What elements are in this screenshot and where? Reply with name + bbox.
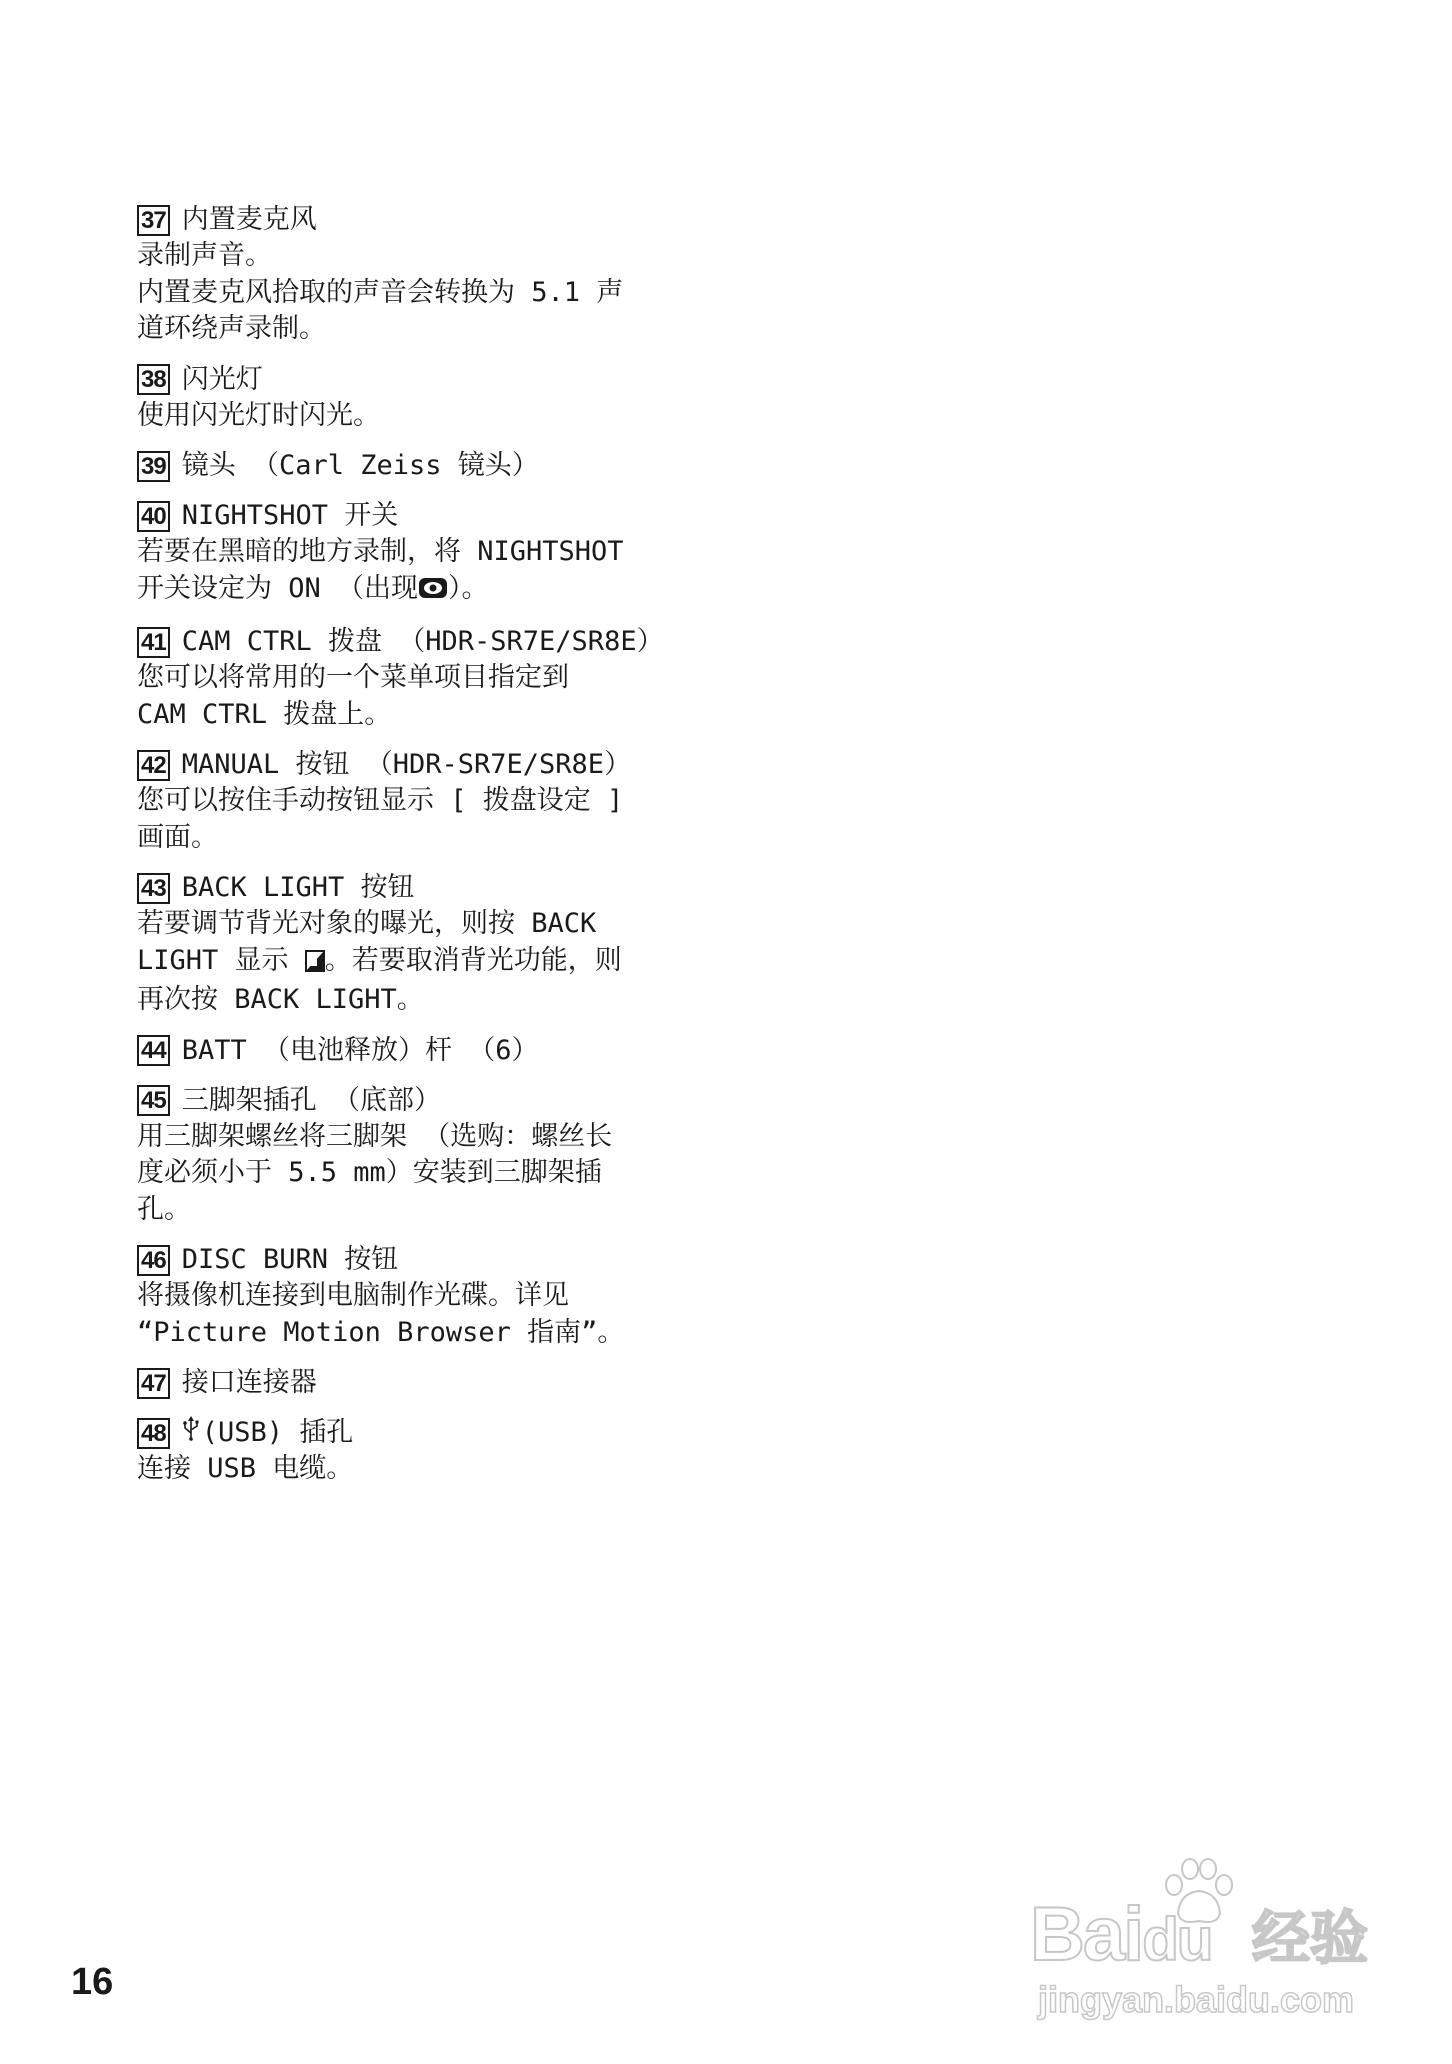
entry-description: 录制声音。 [137, 240, 272, 271]
entry-description: CAM CTRL 拨盘上。 [137, 698, 392, 730]
item-number-badge: 43 [137, 873, 170, 904]
entry-description: 您可以按住手动按钮显示 [ 拨盘设定 ] [137, 785, 624, 816]
entry-title [137, 1365, 697, 1401]
entry-description: 度必须小于 5.5 mm）安装到三脚架插 [137, 1157, 602, 1188]
item-number-badge: 42 [137, 750, 170, 781]
entry-text: 开关设定为 ON （出现 [137, 572, 419, 604]
page-number: 16 [71, 1961, 114, 2003]
entry-text: 。若要取消背光功能，则 [324, 944, 622, 976]
parts-list [137, 202, 697, 1502]
entry-title [137, 624, 697, 660]
entry-title-text: BATT （电池释放）杆 （6） [181, 1034, 539, 1066]
entry-title [137, 202, 697, 238]
list-item [137, 1415, 697, 1488]
entry-description [137, 943, 697, 983]
item-number-badge: 40 [137, 501, 170, 532]
item-number-badge: 47 [137, 1368, 170, 1399]
entry-title-text: MANUAL 按钮 （HDR-SR7E/SR8E） [181, 749, 632, 780]
item-number-badge: 38 [137, 364, 170, 395]
list-item [137, 362, 697, 435]
list-item [137, 624, 697, 733]
list-item [137, 202, 697, 348]
list-item [137, 870, 697, 1019]
entry-title-text: 镜头 （Carl Zeiss 镜头） [181, 450, 539, 481]
watermark-brand: Baidu [1030, 1892, 1212, 1977]
entry-description: 连接 USB 电缆。 [137, 1453, 354, 1484]
usb-icon [182, 1415, 200, 1451]
entry-title [137, 1415, 697, 1451]
list-item [137, 498, 697, 610]
list-item [137, 1083, 697, 1229]
entry-title [137, 1083, 697, 1119]
entry-title-text: CAM CTRL 拨盘 （HDR-SR7E/SR8E） [181, 626, 664, 657]
entry-description: 若要在黑暗的地方录制，将 NIGHTSHOT [137, 536, 624, 567]
entry-description: 使用闪光灯时闪光。 [137, 399, 380, 431]
item-number-badge: 46 [137, 1245, 170, 1276]
entry-description: “Picture Motion Browser 指南”。 [137, 1316, 625, 1348]
entry-title-text: (USB) 插孔 [201, 1417, 354, 1448]
watermark-url: jingyan.baidu.com [1038, 1979, 1355, 2020]
entry-description [137, 571, 697, 611]
list-item [137, 1242, 697, 1351]
list-item [137, 1365, 697, 1401]
entry-title [137, 1242, 697, 1278]
entry-text: ）。 [448, 572, 489, 604]
entry-title [137, 747, 697, 783]
entry-title-text: DISC BURN 按钮 [181, 1244, 399, 1275]
entry-text: LIGHT 显示 [137, 944, 305, 976]
entry-description: 画面。 [137, 821, 218, 853]
entry-description: 将摄像机连接到电脑制作光碟。详见 [137, 1280, 569, 1311]
list-item [137, 448, 697, 484]
entry-title-text: BACK LIGHT 按钮 [181, 872, 415, 903]
entry-description: 您可以将常用的一个菜单项目指定到 [137, 662, 569, 693]
entry-title [137, 448, 697, 484]
entry-description: 孔。 [137, 1193, 191, 1225]
backlight-icon [305, 946, 325, 983]
list-item [137, 747, 697, 856]
entry-description: 内置麦克风拾取的声音会转换为 5.1 声 [137, 276, 624, 308]
entry-title [137, 870, 697, 906]
entry-title-text: 内置麦克风 [181, 204, 317, 235]
entry-description: 若要调节背光对象的曝光，则按 BACK [137, 908, 597, 939]
item-number-badge: 45 [137, 1085, 170, 1116]
baidu-jingyan-watermark [1030, 1855, 1390, 2025]
watermark-jingyan: 经验 [1252, 1904, 1369, 1972]
item-number-badge: 37 [137, 205, 170, 236]
item-number-badge: 41 [137, 627, 170, 658]
entry-title [137, 498, 697, 534]
entry-title [137, 362, 697, 398]
entry-title-text: NIGHTSHOT 开关 [181, 500, 399, 531]
entry-description: 用三脚架螺丝将三脚架 （选购：螺丝长 [137, 1120, 613, 1152]
entry-description: 再次按 BACK LIGHT。 [137, 984, 424, 1015]
list-item [137, 1033, 697, 1069]
nightshot-icon [418, 574, 448, 611]
entry-title-text: 闪光灯 [181, 363, 263, 395]
item-number-badge: 39 [137, 451, 170, 482]
entry-title [137, 1033, 697, 1069]
item-number-badge: 48 [137, 1418, 170, 1449]
entry-description: 道环绕声录制。 [137, 313, 326, 344]
entry-title-text: 三脚架插孔 （底部） [181, 1084, 441, 1116]
entry-title-text: 接口连接器 [181, 1367, 317, 1398]
item-number-badge: 44 [137, 1035, 170, 1066]
